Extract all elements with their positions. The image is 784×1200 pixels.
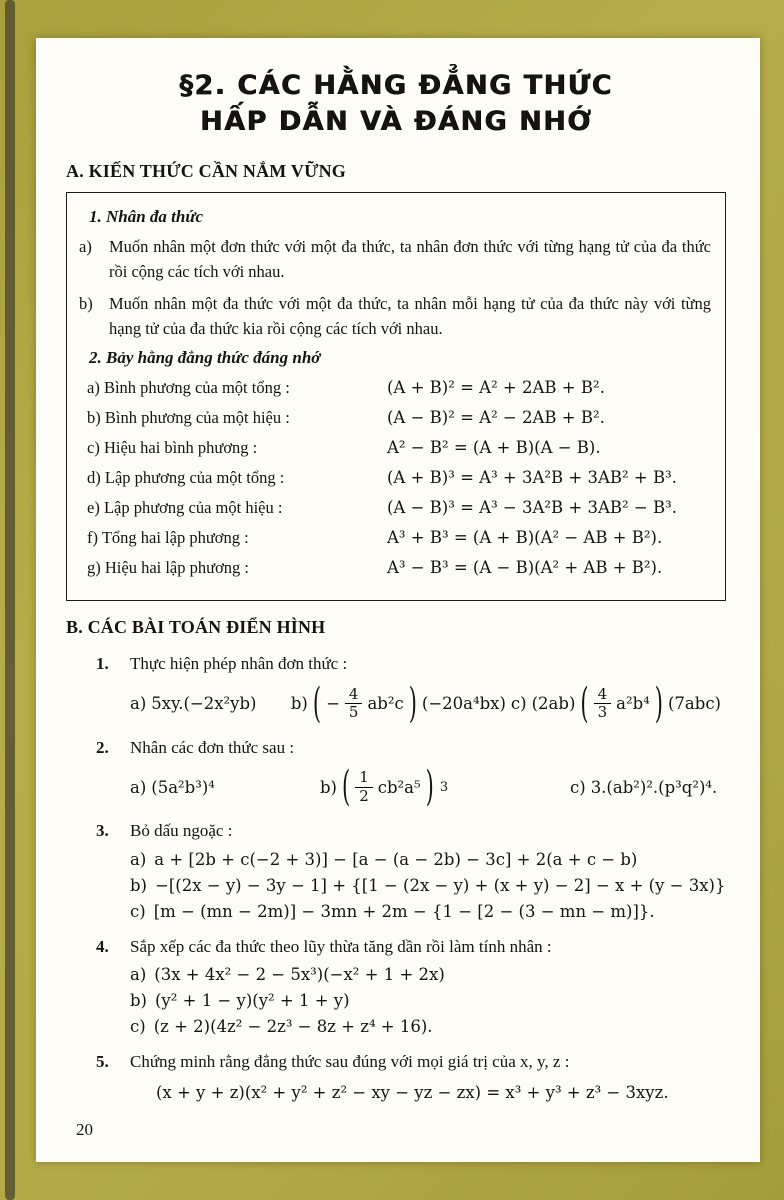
box-item-2-title: 2. Bảy hằng đẳng thức đáng nhớ — [89, 348, 321, 368]
problem-4-item-b — [96, 991, 726, 1010]
section-b-heading: B. CÁC BÀI TOÁN ĐIỂN HÌNH — [66, 617, 326, 638]
identity-label: c) Hiệu hai bình phương : — [87, 438, 258, 458]
expression: a²b⁴ — [616, 694, 650, 714]
identity-row-g — [79, 558, 711, 578]
problem-5-head — [96, 1050, 726, 1074]
problem-1-item-b — [290, 679, 511, 727]
expression: (3x + 4x² − 2 − 5x³)(−x² + 1 + 2x) — [154, 965, 445, 985]
fraction-denominator: 2 — [359, 786, 369, 805]
problem-2-items — [96, 763, 726, 811]
identity-formula: (A − B)² = A² − 2AB + B². — [387, 408, 605, 428]
box-item-1a — [79, 235, 711, 285]
item-label: c) — [570, 777, 586, 797]
item-label: b) — [290, 694, 308, 714]
item-label: b) — [320, 777, 337, 797]
problem-title: Thực hiện phép nhân đơn thức : — [130, 654, 348, 674]
problem-4 — [66, 935, 726, 1037]
knowledge-box — [66, 192, 726, 601]
problem-1-head — [96, 652, 726, 676]
problem-number: 2. — [96, 737, 109, 757]
problem-3-item-c — [96, 902, 726, 921]
problem-2 — [66, 736, 726, 811]
identity-label: e) Lập phương của một hiệu : — [87, 498, 283, 518]
identity-label: b) Bình phương của một hiệu : — [87, 408, 290, 428]
fraction-numerator: 4 — [345, 686, 363, 704]
expression: 5xy.(−2x²yb) — [151, 694, 257, 714]
problem-3 — [66, 819, 726, 921]
left-paren: ( — [312, 679, 322, 727]
problem-2-item-a — [130, 778, 320, 797]
box-item-1-title: 1. Nhân đa thức — [89, 207, 204, 227]
identity-formula: A³ + B³ = (A + B)(A² − AB + B²). — [387, 528, 663, 548]
expression: (2ab) — [531, 694, 576, 714]
expression: (y² + 1 − y)(y² + 1 + y) — [155, 991, 350, 1011]
fraction-numerator: 4 — [594, 686, 612, 704]
expression: (5a²b³)⁴ — [151, 777, 215, 797]
identity-row-e — [79, 498, 711, 518]
chapter-title — [66, 68, 726, 139]
expression: (−20a⁴bx) — [421, 694, 506, 714]
identity-formula: (A − B)³ = A³ − 3A²B + 3AB² − B³. — [387, 498, 677, 518]
problem-4-head — [96, 935, 726, 959]
item-label: a) — [130, 777, 147, 797]
identity-label: f) Tổng hai lập phương : — [87, 528, 249, 548]
problem-2-item-c — [570, 778, 726, 797]
identity-row-f — [79, 528, 711, 548]
identity-label: d) Lập phương của một tổng : — [87, 468, 285, 488]
item-text: Muốn nhân một đa thức với một đa thức, ta nhân mỗi hạng tử của đa thức này với từng hạng tử của đa thức kia rồi cộng các tích với nhau. — [109, 293, 711, 338]
fraction — [594, 686, 612, 722]
left-paren: ( — [342, 763, 351, 811]
problem-4-item-a — [96, 965, 726, 984]
page-number: 20 — [76, 1120, 93, 1139]
item-label: a) — [79, 237, 92, 257]
expression: −[(2x − y) − 3y − 1] + {[1 − (2x − y) + (x + y) − 2] − x + (y − 3x)} — [155, 875, 726, 895]
identity-row-d — [79, 468, 711, 488]
problem-title: Nhân các đơn thức sau : — [130, 737, 295, 757]
box-item-1b — [79, 292, 711, 342]
expression: 3.(ab²)².(p³q²)⁴. — [590, 777, 718, 797]
problem-5-formula: (x + y + z)(x² + y² + z² − xy − yz − zx) = x³ + y³ + z³ − 3xyz. — [156, 1083, 669, 1103]
item-label: a) — [130, 694, 147, 714]
problem-title: Chứng minh rằng đẳng thức sau đúng với mọi giá trị của x, y, z : — [130, 1052, 570, 1072]
item-label: b) — [130, 875, 147, 895]
item-label: a) — [130, 965, 147, 985]
problem-1-item-c — [510, 679, 726, 727]
identity-row-a — [79, 378, 711, 398]
exponent: 3 — [439, 779, 449, 795]
fraction — [355, 769, 373, 805]
problem-2-item-b — [320, 763, 570, 811]
identity-formula: (A + B)² = A² + 2AB + B². — [387, 378, 605, 398]
item-label: c) — [130, 901, 146, 921]
item-label: a) — [130, 849, 147, 869]
identity-formula: (A + B)³ = A³ + 3A²B + 3AB² + B³. — [387, 468, 677, 488]
fraction-denominator: 3 — [597, 703, 608, 722]
expression: (z + 2)(4z² − 2z³ − 8z + z⁴ + 16). — [153, 1017, 433, 1037]
problem-number: 1. — [96, 654, 109, 674]
problem-number: 5. — [96, 1052, 109, 1072]
fraction-denominator: 5 — [348, 703, 359, 722]
problem-1 — [66, 652, 726, 727]
problem-number: 3. — [96, 820, 109, 840]
identity-formula: A³ − B³ = (A − B)(A² + AB + B²). — [387, 558, 663, 578]
left-paren: ( — [580, 679, 589, 727]
fraction — [345, 686, 363, 722]
item-label: b) — [130, 991, 147, 1011]
right-paren: ) — [408, 679, 417, 727]
identity-row-b — [79, 408, 711, 428]
identity-formula: A² − B² = (A + B)(A − B). — [387, 438, 601, 458]
problem-1-items — [96, 679, 726, 727]
problem-number: 4. — [96, 936, 109, 956]
expression: ab²c — [367, 694, 404, 714]
expression: (7abc) — [667, 694, 721, 714]
section-a-heading: A. KIẾN THỨC CẦN NẮM VỮNG — [66, 161, 347, 182]
problem-4-item-c — [96, 1017, 726, 1036]
expression: cb²a⁵ — [377, 777, 421, 797]
item-label: c) — [130, 1017, 146, 1037]
minus-sign: − — [326, 694, 340, 714]
expression: [m − (mn − 2m)] − 3mn + 2m − {1 − [2 − (3 − mn − m)]}. — [153, 901, 655, 921]
problem-title: Sắp xếp các đa thức theo lũy thừa tăng dần rồi làm tính nhân : — [130, 936, 552, 956]
textbook-page — [36, 38, 760, 1162]
item-label: b) — [79, 293, 93, 313]
identity-label: g) Hiệu hai lập phương : — [87, 558, 250, 578]
problem-5 — [66, 1050, 726, 1102]
problem-3-item-b — [96, 876, 726, 895]
chapter-title-line-2: HẤP DẪN VÀ ĐÁNG NHỚ — [199, 105, 593, 137]
book-binding-shadow — [5, 0, 15, 1200]
problem-1-item-a — [130, 694, 291, 713]
item-label: c) — [510, 694, 527, 714]
problem-3-item-a — [96, 850, 726, 869]
right-paren: ) — [654, 679, 663, 727]
problem-3-head — [96, 819, 726, 843]
identity-row-c — [79, 438, 711, 458]
fraction-numerator: 1 — [355, 769, 373, 787]
identity-label: a) Bình phương của một tổng : — [87, 378, 290, 398]
right-paren: ) — [425, 763, 434, 811]
chapter-title-line-1: §2. CÁC HẰNG ĐẲNG THỨC — [179, 70, 613, 101]
problem-title: Bỏ dấu ngoặc : — [130, 820, 233, 840]
expression: a + [2b + c(−2 + 3)] − [a − (a − 2b) − 3c] + 2(a + c − b) — [154, 849, 638, 869]
problem-2-head — [96, 736, 726, 760]
item-text: Muốn nhân một đơn thức với một đa thức, ta nhân đơn thức với từng hạng tử của đa thức rồi cộng các tích với nhau. — [109, 237, 711, 281]
